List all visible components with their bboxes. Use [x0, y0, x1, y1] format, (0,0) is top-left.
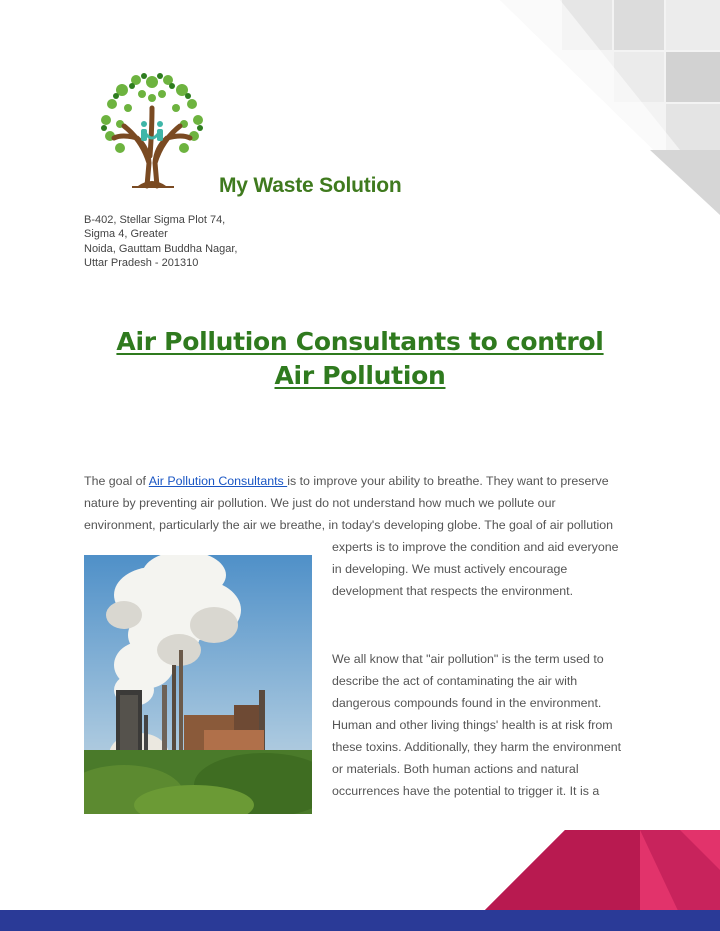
footer-bar	[0, 910, 720, 931]
intro-paragraph-continued	[332, 536, 619, 602]
company-logo	[92, 68, 212, 193]
page-title	[60, 325, 660, 393]
paragraph-line: dangerous compounds found in the environment.	[332, 696, 602, 710]
intro-prefix: The goal of	[84, 474, 149, 488]
intro-line: experts is to improve the condition and aid everyone	[332, 540, 619, 554]
address-line: Uttar Pradesh - 201310	[84, 257, 199, 270]
title-line: Air Pollution Consultants to control	[116, 327, 604, 356]
address-line: Sigma 4, Greater	[84, 228, 168, 241]
paragraph-line: occurrences have the potential to trigger it. It is a	[332, 784, 600, 798]
paragraph-line: these toxins. Additionally, they harm the environment	[332, 740, 622, 754]
corner-decoration-top	[500, 0, 720, 215]
address-line: B-402, Stellar Sigma Plot 74,	[84, 214, 226, 226]
tree-logo-icon	[92, 68, 212, 193]
intro-paragraph	[84, 470, 613, 536]
company-address	[84, 213, 237, 271]
intro-line	[84, 470, 613, 492]
factory-smoke-photo	[84, 555, 312, 814]
address-line: Noida, Gauttam Buddha Nagar,	[84, 242, 238, 255]
second-paragraph	[332, 648, 621, 802]
paragraph-line: We all know that "air pollution" is the term used to	[332, 652, 604, 666]
company-name: My Waste Solution	[219, 174, 402, 197]
intro-line: in developing. We must actively encourage	[332, 562, 568, 576]
intro-line: environment, particularly the air we breathe, in today's developing globe. The goal of air pollution	[84, 518, 614, 532]
intro-line: nature by preventing air pollution. We just do not understand how much we pollute our	[84, 496, 556, 510]
paragraph-line: describe the act of contaminating the air with	[332, 674, 578, 688]
intro-line-suffix: is to improve your ability to breathe. They want to preserve	[287, 474, 609, 488]
air-pollution-consultants-link[interactable]: Air Pollution Consultants	[148, 474, 288, 488]
intro-line: development that respects the environment.	[332, 584, 574, 598]
paragraph-line: Human and other living things' health is at risk from	[332, 718, 613, 732]
title-line: Air Pollution	[274, 361, 446, 390]
paragraph-line: or materials. Both human actions and natural	[332, 762, 579, 776]
corner-decoration-bottom	[480, 830, 720, 915]
